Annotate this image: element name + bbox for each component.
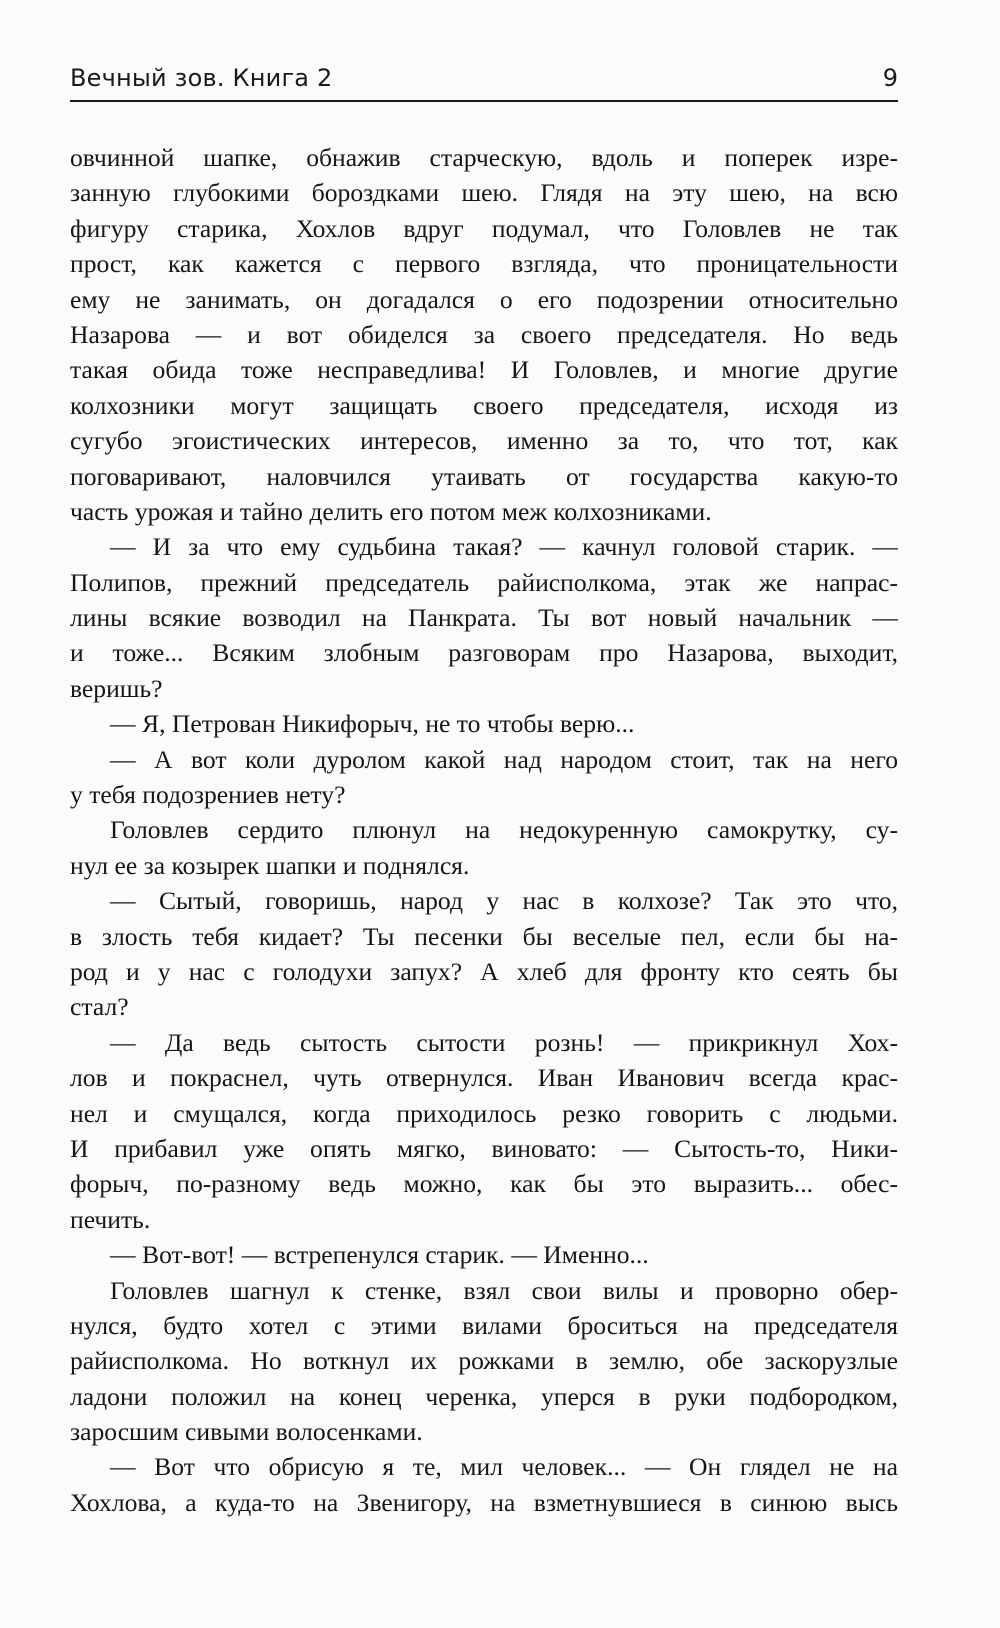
text-line: нел и смущался, когда приходилось резко говорить с людьми. [70, 1098, 898, 1128]
text-line: стал? [70, 992, 129, 1022]
text-line: лов и покраснел, чуть отвернулся. Иван Иванович всегда крас- [70, 1063, 898, 1093]
text-line: — Я, Петрован Никифорыч, не то чтобы верю... [110, 709, 635, 739]
body-text [70, 140, 898, 1520]
page-number: 9 [882, 64, 898, 92]
text-line: — Вот что обрисую я те, мил человек... — Он глядел не на [110, 1452, 898, 1482]
text-line: Головлев шагнул к стенке, взял свои вилы и проворно обер- [110, 1275, 898, 1305]
text-line: Головлев сердито плюнул на недокуренную самокрутку, су- [110, 815, 898, 845]
text-line: поговаривают, наловчился утаивать от государства какую-то [70, 461, 898, 491]
text-line: ему не занимать, он догадался о его подозрении относительно [70, 284, 898, 314]
text-line: и тоже... Всяким злобным разговорам про Назарова, выходит, [70, 638, 898, 668]
text-line: Назарова — и вот обиделся за своего председателя. Но ведь [70, 319, 898, 349]
text-line: род и у нас с голодухи запух? А хлеб для фронту кто сеять бы [70, 956, 898, 986]
text-line: Полипов, прежний председатель райисполкома, этак же напрас- [70, 567, 898, 597]
running-header [70, 62, 898, 102]
text-line: фигуру старика, Хохлов вдруг подумал, что Головлев не так [70, 213, 898, 243]
text-line: — Сытый, говоришь, народ у нас в колхозе? Так это что, [110, 886, 898, 916]
text-line: — Да ведь сытость сытости рознь! — прикрикнул Хох- [110, 1027, 898, 1057]
text-line: форыч, по-разному ведь можно, как бы это выразить... обес- [70, 1169, 898, 1199]
text-line: нул ее за козырек шапки и поднялся. [70, 850, 470, 880]
text-line: часть урожая и тайно делить его потом меж колхозниками. [70, 496, 712, 526]
text-line: колхозники могут защищать своего председателя, исходя из [70, 390, 898, 420]
text-line: — И за что ему судьбина такая? — качнул головой старик. — [110, 532, 898, 562]
text-line: нулся, будто хотел с этими вилами броситься на председателя [70, 1310, 898, 1340]
text-line: у тебя подозрениев нету? [70, 780, 346, 810]
text-line: прост, как кажется с первого взгляда, что проницательности [70, 249, 898, 279]
text-line: веришь? [70, 673, 163, 703]
text-line: — Вот-вот! — встрепенулся старик. — Именно... [110, 1240, 649, 1270]
text-line: такая обида тоже несправедлива! И Головлев, и многие другие [70, 355, 898, 385]
text-line: сугубо эгоистических интересов, именно за то, что тот, как [70, 426, 898, 456]
text-line: печить. [70, 1204, 151, 1234]
text-line: занную глубокими бороздками шею. Глядя на эту шею, на всю [70, 178, 898, 208]
text-line: Хохлова, а куда-то на Звенигору, на взметнувшиеся в синюю высь [70, 1487, 898, 1517]
text-line: овчинной шапке, обнажив старческую, вдоль и поперек изре- [70, 143, 898, 172]
text-line: ладони положил на конец черенка, уперся в руки подбородком, [70, 1381, 898, 1411]
text-line: в злость тебя кидает? Ты песенки бы веселые пел, если бы на- [70, 921, 898, 951]
text-line: — А вот коли дуролом какой над народом стоит, так на него [110, 744, 898, 774]
text-line: И прибавил уже опять мягко, виновато: — Сытость-то, Ники- [70, 1133, 898, 1163]
text-line: райисполкома. Но воткнул их рожками в землю, обе заскорузлые [70, 1346, 898, 1376]
text-line: заросшим сивыми волосенками. [70, 1417, 423, 1447]
text-line: лины всякие возводил на Панкрата. Ты вот новый начальник — [70, 603, 898, 633]
running-title: Вечный зов. Книга 2 [70, 64, 333, 92]
